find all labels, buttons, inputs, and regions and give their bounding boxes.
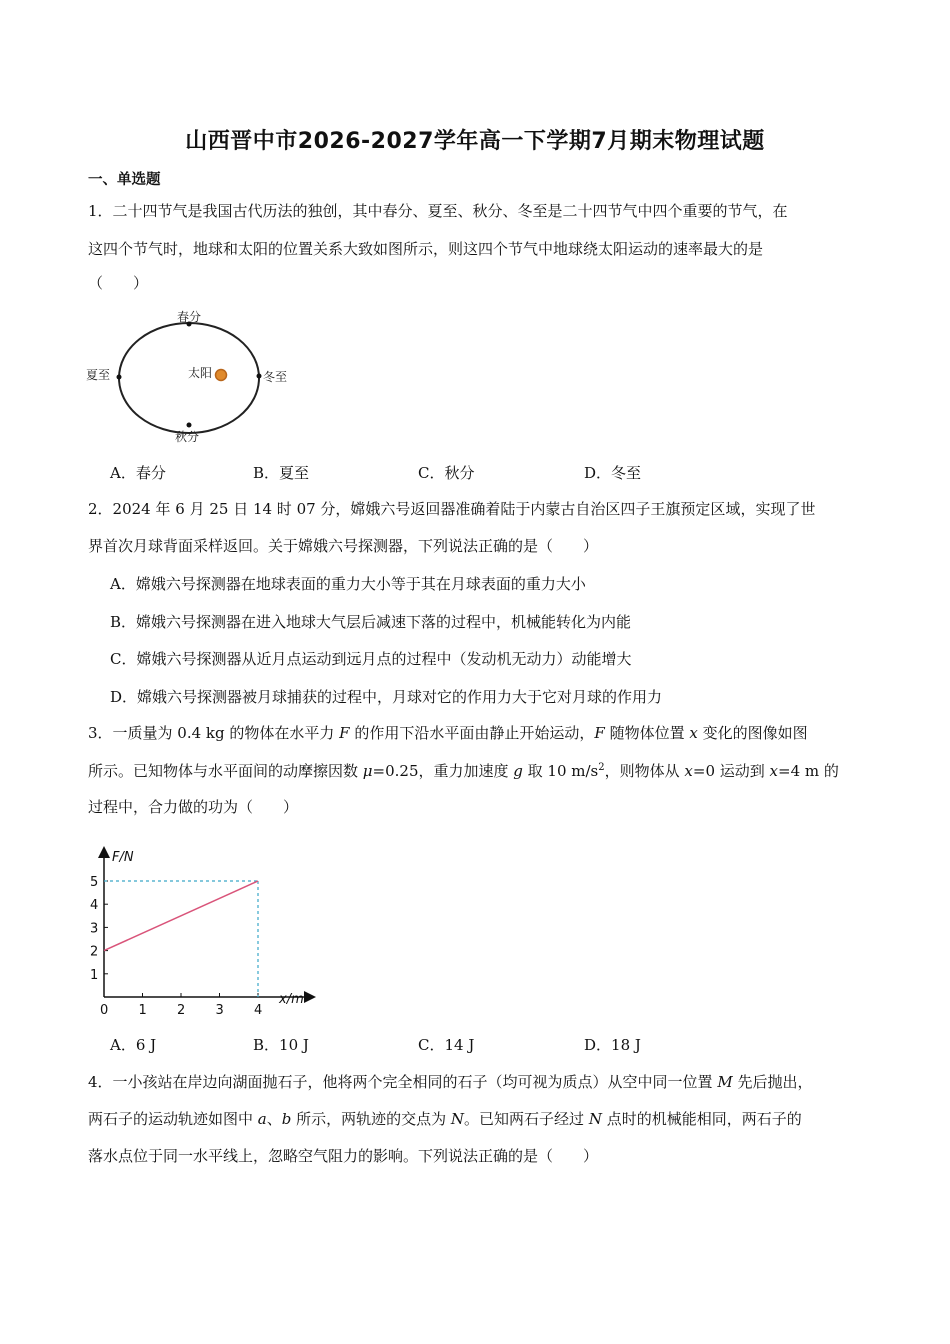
- var-N: N: [450, 1110, 465, 1128]
- q3-text-line-2: [88, 760, 839, 781]
- y-tick-label: 5: [90, 875, 99, 890]
- q2-text-line-2: 界首次月球背面采样返回。关于嫦娥六号探测器，下列说法正确的是（ ）: [88, 537, 599, 555]
- var-N: N: [588, 1110, 602, 1128]
- y-tick-label: 3: [90, 921, 99, 937]
- q2-option-c[interactable]: C．嫦娥六号探测器从近月点运动到远月点的过程中（发动机无动力）动能增大: [110, 650, 632, 668]
- q3-text-line-3: 过程中，合力做的功为（ ）: [88, 798, 299, 816]
- text-run: 变化的图像如图: [697, 724, 808, 742]
- text-run: 先后抛出，: [732, 1073, 813, 1091]
- superscript: 2: [598, 762, 605, 773]
- q3-text-line-1: [88, 722, 808, 743]
- y-tick-label: 4: [90, 898, 99, 914]
- q1-text-line-2: 这四个节气时，地球和太阳的位置关系大致如图所示，则这四个节气中地球绕太阳运动的速率最大的是: [88, 240, 764, 258]
- section-heading: 一、单选题: [88, 172, 161, 188]
- q2-option-b[interactable]: B．嫦娥六号探测器在进入地球大气层后减速下落的过程中，机械能转化为内能: [110, 613, 632, 631]
- x-tick-label: 1: [138, 1003, 147, 1015]
- q2-text-line-1: 2．2024 年 6 月 25 日 14 时 07 分，嫦娥六号返回器准确着陆于内蒙古自治区四子王旗预定区域，实现了世: [88, 500, 816, 518]
- text-run: 两石子的运动轨迹如图中: [88, 1110, 258, 1128]
- text-run: 、: [266, 1110, 282, 1128]
- text-run: 点时的机械能相同，两石子的: [601, 1110, 802, 1128]
- q1-option-b[interactable]: B．夏至: [253, 464, 310, 482]
- text-run: 所示，两轨迹的交点为: [291, 1110, 451, 1128]
- text-run: =4 m 的: [778, 762, 839, 780]
- text-run: 随物体位置: [604, 724, 690, 742]
- x-tick-label: 2: [177, 1003, 186, 1015]
- q1-orbit-diagram: [80, 302, 310, 452]
- text-run: 取 10 m/s: [522, 762, 599, 780]
- var-F: F: [594, 724, 605, 742]
- q1-option-c[interactable]: C．秋分: [418, 464, 475, 482]
- q4-text-line-1: [88, 1071, 812, 1092]
- winter-label: 冬至: [263, 370, 288, 384]
- y-tick-label: 2: [90, 944, 99, 960]
- text-run: =0 运动到: [692, 762, 770, 780]
- x-axis-label: x/m: [279, 992, 304, 1007]
- q4-text-line-2: [88, 1108, 802, 1129]
- q1-option-d[interactable]: D．冬至: [584, 464, 642, 482]
- text-run: 。已知两石子经过: [464, 1110, 589, 1128]
- q3-force-position-chart: [80, 840, 320, 1015]
- var-x: x: [684, 762, 693, 780]
- q3-option-b[interactable]: B．10 J: [253, 1036, 309, 1054]
- q3-option-c[interactable]: C．14 J: [418, 1036, 475, 1054]
- text-run: 的作用下沿水平面由静止开始运动，: [349, 724, 595, 742]
- force-series-line: [104, 881, 258, 951]
- y-tick-label: 1: [90, 967, 99, 983]
- x-tick-label: 0: [100, 1003, 109, 1015]
- q1-text-line-1: 1．二十四节气是我国古代历法的独创，其中春分、夏至、秋分、冬至是二十四节气中四个重要的节气，在: [88, 202, 788, 220]
- winter-point: [257, 374, 262, 379]
- var-mu: μ: [362, 762, 373, 780]
- q2-option-d[interactable]: D．嫦娥六号探测器被月球捕获的过程中，月球对它的作用力大于它对月球的作用力: [110, 688, 663, 706]
- q1-text-line-3: （ ）: [88, 274, 149, 292]
- x-tick-label: 4: [254, 1003, 263, 1015]
- text-run: =0.25，重力加速度: [372, 762, 514, 780]
- text-run: 3．一质量为 0.4 kg 的物体在水平力: [88, 724, 340, 742]
- text-run: 所示。已知物体与水平面间的动摩擦因数: [88, 762, 363, 780]
- var-g: g: [513, 762, 523, 780]
- var-x: x: [769, 762, 779, 780]
- sun-icon: [216, 370, 227, 381]
- var-x: x: [689, 724, 698, 742]
- q3-option-d[interactable]: D．18 J: [584, 1036, 641, 1054]
- q4-text-line-3: 落水点位于同一水平线上，忽略空气阻力的影响。下列说法正确的是（ ）: [88, 1147, 599, 1165]
- x-tick-label: 3: [215, 1003, 224, 1015]
- q1-option-a[interactable]: A．春分: [110, 464, 166, 482]
- var-M: M: [717, 1073, 733, 1091]
- q3-option-a[interactable]: A．6 J: [110, 1036, 157, 1054]
- sun-label: 太阳: [188, 366, 213, 380]
- page-title: 山西晋中市2026-2027学年高一下学期7月期末物理试题: [185, 129, 765, 154]
- y-axis-label: F/N: [112, 850, 134, 865]
- spring-label: 春分: [177, 310, 202, 324]
- text-run: 4．一小孩站在岸边向湖面抛石子，他将两个完全相同的石子（均可视为质点）从空中同一位置: [88, 1073, 718, 1091]
- var-b: b: [281, 1110, 292, 1128]
- summer-label: 夏至: [86, 368, 111, 382]
- text-run: ，则物体从: [604, 762, 685, 780]
- autumn-point: [187, 423, 192, 428]
- var-a: a: [257, 1110, 267, 1128]
- var-F: F: [339, 724, 350, 742]
- autumn-label: 秋分: [175, 430, 200, 444]
- q2-option-a[interactable]: A．嫦娥六号探测器在地球表面的重力大小等于其在月球表面的重力大小: [110, 575, 586, 593]
- summer-point: [117, 375, 122, 380]
